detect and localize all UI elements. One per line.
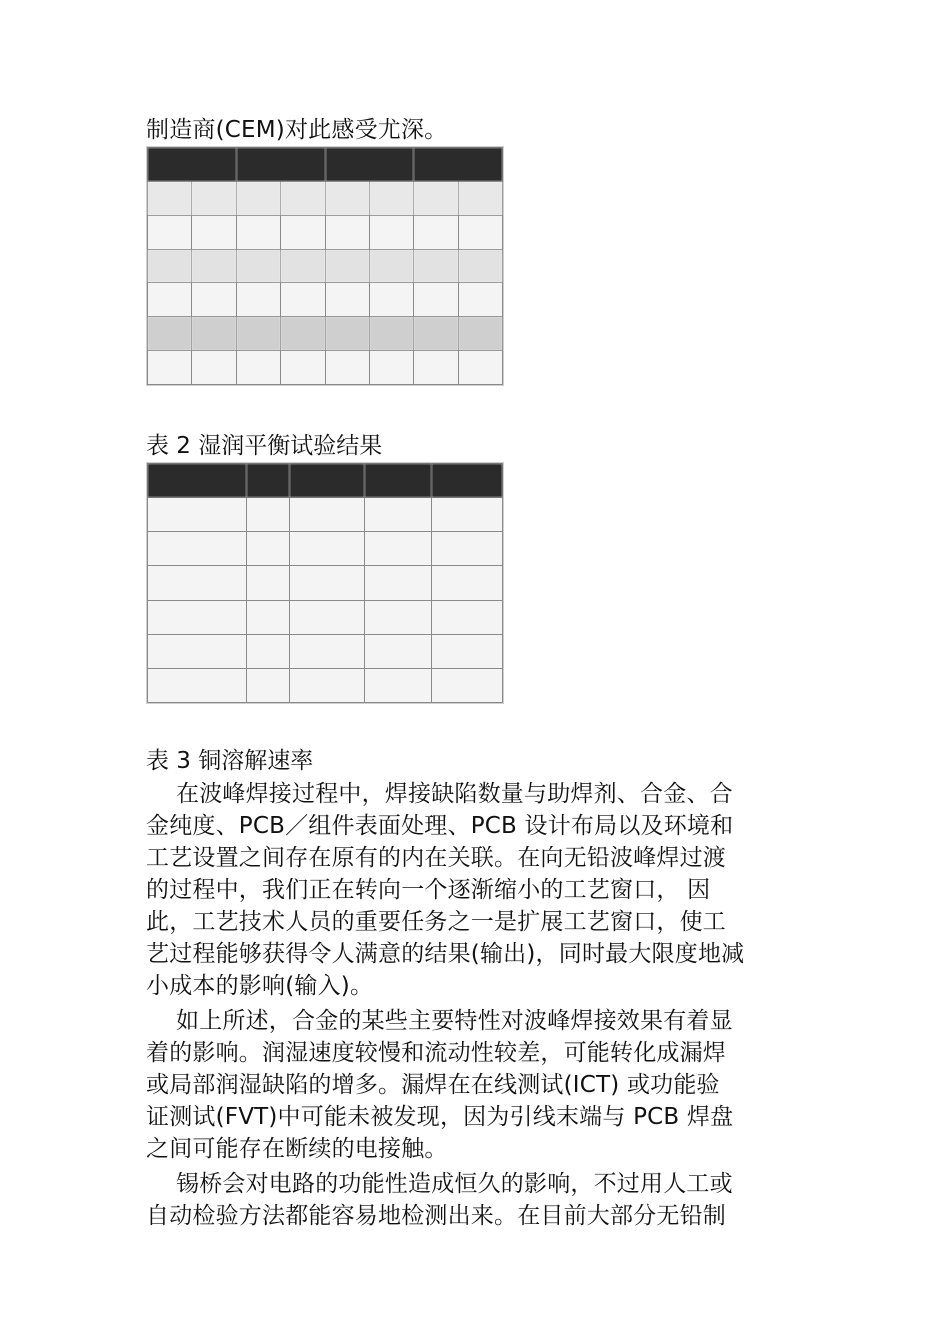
table2-cell — [431, 498, 502, 532]
body-line: 此，工艺技术人员的重要任务之一是扩展工艺窗口，使工 — [146, 909, 726, 935]
table1-cell — [458, 283, 502, 317]
table1-cell — [148, 249, 192, 283]
table2-cell — [364, 668, 431, 702]
table2-cell — [247, 600, 290, 634]
table-row — [148, 498, 503, 532]
table1-cell — [369, 283, 413, 317]
table1-scan-image — [146, 146, 504, 386]
table2-cell — [289, 600, 364, 634]
table-row — [148, 351, 503, 385]
table-row — [148, 600, 503, 634]
table1-cell — [281, 317, 325, 351]
table2-cell — [148, 668, 247, 702]
table2-cell — [431, 600, 502, 634]
table1-cell — [281, 249, 325, 283]
table1-sub-header — [369, 181, 413, 215]
table1-cell — [458, 351, 502, 385]
table1-sub-header — [281, 181, 325, 215]
table2-cell — [148, 634, 247, 668]
table1-cell — [236, 215, 280, 249]
table2-cell — [364, 566, 431, 600]
table1-sub-header — [414, 181, 458, 215]
table1-cell — [281, 283, 325, 317]
body-line: 艺过程能够获得令人满意的结果(输出)，同时最大限度地减 — [146, 941, 745, 967]
table1-cell — [414, 351, 458, 385]
body-line: 的过程中，我们正在转向一个逐渐缩小的工艺窗口， 因 — [146, 877, 711, 903]
table2-caption: 表 2 湿润平衡试验结果 — [146, 433, 383, 459]
table1-cell — [281, 351, 325, 385]
table1-cell — [148, 317, 192, 351]
table1-cell — [458, 249, 502, 283]
table2-cell — [247, 634, 290, 668]
table1-cell — [369, 249, 413, 283]
table1-cell — [414, 215, 458, 249]
table2-cell — [289, 668, 364, 702]
table2-cell — [247, 498, 290, 532]
table1-cell — [325, 317, 369, 351]
table1-cell — [236, 249, 280, 283]
body-line: 锡桥会对电路的功能性造成恒久的影响，不过用人工或 — [176, 1171, 733, 1197]
table1-cell — [458, 215, 502, 249]
table1-cell — [236, 351, 280, 385]
table2-cell — [247, 532, 290, 566]
table1-cell — [414, 317, 458, 351]
table2-cell — [289, 634, 364, 668]
table2-cell — [431, 566, 502, 600]
table1-cell — [325, 215, 369, 249]
table1-group-header — [414, 148, 503, 182]
table1-cell — [148, 351, 192, 385]
table-row — [148, 566, 503, 600]
table1-cell — [369, 351, 413, 385]
table1-cell — [236, 283, 280, 317]
table-row — [148, 634, 503, 668]
table1-cell — [369, 215, 413, 249]
table1-cell — [192, 317, 236, 351]
table1-sub-header — [458, 181, 502, 215]
table1-sub-header — [236, 181, 280, 215]
table1-sub-header — [325, 181, 369, 215]
table3-caption: 表 3 铜溶解速率 — [146, 748, 314, 774]
table2 — [147, 463, 503, 703]
body-line: 证测试(FVT)中可能未被发现，因为引线末端与 PCB 焊盘 — [146, 1104, 734, 1130]
table2-cell — [148, 600, 247, 634]
table1-cell — [325, 283, 369, 317]
table2-cell — [431, 634, 502, 668]
table2-scan-image — [146, 462, 504, 704]
table1-group-header — [148, 148, 237, 182]
table1-cell — [192, 351, 236, 385]
table-row — [148, 249, 503, 283]
body-line: 在波峰焊接过程中，焊接缺陷数量与助焊剂、合金、合 — [176, 781, 733, 807]
table2-cell — [247, 668, 290, 702]
table2-cell — [148, 532, 247, 566]
table2-cell — [364, 634, 431, 668]
table2-cell — [431, 668, 502, 702]
table1-cell — [236, 317, 280, 351]
table1-cell — [325, 351, 369, 385]
table2-header — [247, 464, 290, 498]
table1-group-header — [325, 148, 414, 182]
table2-cell — [364, 532, 431, 566]
table-row — [148, 317, 503, 351]
body-line: 自动检验方法都能容易地检测出来。在目前大部分无铅制 — [146, 1203, 726, 1229]
body-line: 如上所述，合金的某些主要特性对波峰焊接效果有着显 — [176, 1008, 733, 1034]
body-line: 工艺设置之间存在原有的内在关联。在向无铅波峰焊过渡 — [146, 845, 726, 871]
intro-line: 制造商(CEM)对此感受尤深。 — [146, 117, 448, 143]
table1-cell — [192, 283, 236, 317]
table1-cell — [192, 215, 236, 249]
table1-group-header — [236, 148, 325, 182]
table2-cell — [289, 566, 364, 600]
body-line: 小成本的影响(输入)。 — [146, 973, 374, 999]
table2-cell — [364, 498, 431, 532]
table1-cell — [414, 283, 458, 317]
table2-cell — [247, 566, 290, 600]
table1-cell — [281, 215, 325, 249]
table1-cell — [148, 283, 192, 317]
table2-header — [431, 464, 502, 498]
table1-cell — [458, 317, 502, 351]
table-row — [148, 283, 503, 317]
table2-cell — [289, 532, 364, 566]
table2-header — [289, 464, 364, 498]
table2-cell — [431, 532, 502, 566]
table1-cell — [192, 249, 236, 283]
table1-sub-header — [148, 181, 192, 215]
table-row — [148, 532, 503, 566]
table1-cell — [369, 317, 413, 351]
table2-cell — [364, 600, 431, 634]
body-line: 或局部润湿缺陷的增多。漏焊在在线测试(ICT) 或功能验 — [146, 1072, 720, 1098]
body-line: 金纯度、PCB／组件表面处理、PCB 设计布局以及环境和 — [146, 813, 734, 839]
table1-sub-header — [192, 181, 236, 215]
body-line: 着的影响。润湿速度较慢和流动性较差，可能转化成漏焊 — [146, 1040, 726, 1066]
table2-cell — [289, 498, 364, 532]
table1 — [147, 147, 503, 385]
table-row — [148, 668, 503, 702]
table2-cell — [148, 566, 247, 600]
body-line: 之间可能存在断续的电接触。 — [146, 1136, 448, 1162]
table2-header — [364, 464, 431, 498]
table1-cell — [414, 249, 458, 283]
table1-cell — [148, 215, 192, 249]
table-row — [148, 215, 503, 249]
table1-cell — [325, 249, 369, 283]
table2-cell — [148, 498, 247, 532]
table2-header — [148, 464, 247, 498]
